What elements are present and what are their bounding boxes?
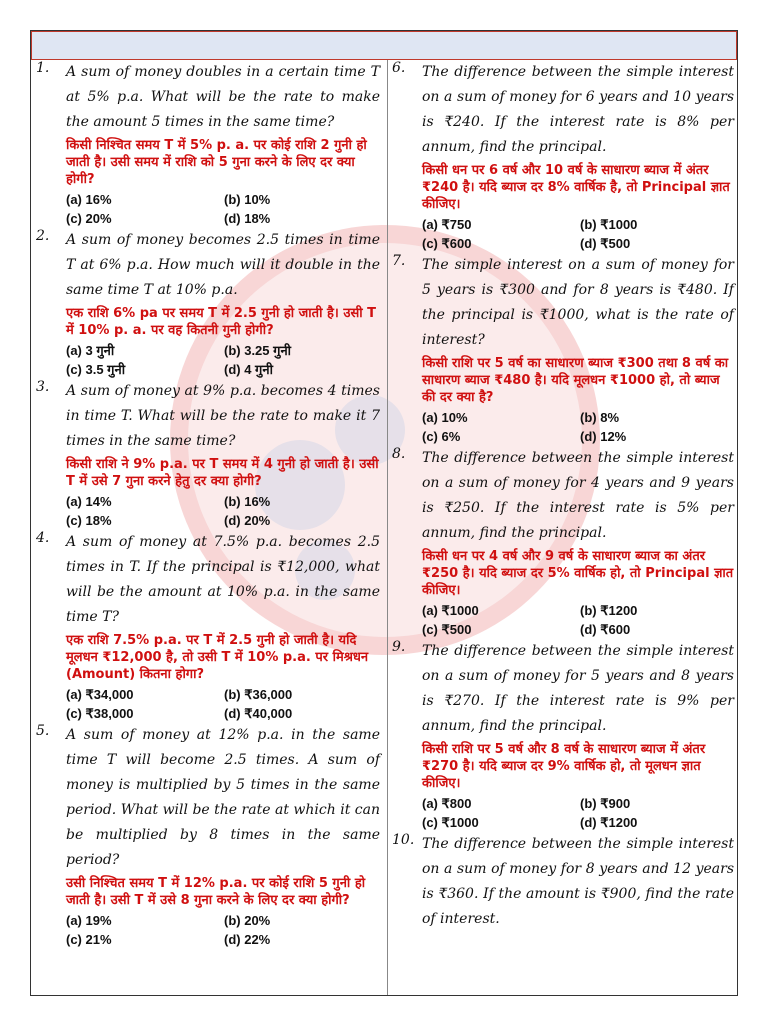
question-number: 4. [36,530,50,546]
question-text-english: The simple interest on a sum of money for 5 years is ₹300 and for 8 years is ₹480. If the principal is ₹1000, what is the rate of interest? [422,257,734,348]
options [66,492,380,530]
option-c: (c) 21% [66,932,112,947]
question-text-english: A sum of money at 9% p.a. becomes 4 times in time T. What will be the rate to make it 7 times in the same time? [66,383,380,449]
question-number: 8. [392,446,406,462]
option-d: (d) 4 गुनी [224,362,273,377]
question-6 [390,60,734,253]
option-a: (a) 19% [66,913,112,928]
option-d: (d) 20% [224,513,271,528]
option-c: (c) ₹600 [422,236,472,251]
option-b: (b) 10% [224,192,271,207]
option-d: (d) ₹600 [580,622,631,637]
question-number: 6. [392,60,406,76]
option-c: (c) 20% [66,211,112,226]
question-number: 1. [36,60,50,76]
option-b: (b) ₹36,000 [224,687,293,702]
question-text-english: A sum of money becomes 2.5 times in time T at 6% p.a. How much will it double in the same time T at 10% p.a. [66,232,380,298]
option-b: (b) ₹900 [580,796,631,811]
question-9 [390,639,734,832]
option-c: (c) ₹500 [422,622,472,637]
question-text-english: The difference between the simple interest on a sum of money for 5 years and 8 years is ₹270. If the interest rate is 9% per annum, find the principal. [422,643,734,734]
option-b: (b) ₹1200 [580,603,638,618]
question-2 [34,228,380,379]
question-text-english: The difference between the simple interest on a sum of money for 6 years and 10 years is ₹240. If the interest rate is 8% per annum, find the principal. [422,64,734,155]
question-text-english: A sum of money doubles in a certain time T at 5% p.a. What will be the rate to make the amount 5 times in the same time? [66,64,380,130]
question-text-hindi: किसी राशि ने 9% p.a. पर T समय में 4 गुनी हो जाती है। उसी T में उसे 7 गुना करने हेतु दर क्या होगी? [66,457,379,489]
option-c: (c) 3.5 गुनी [66,362,126,377]
option-a: (a) ₹750 [422,217,472,232]
option-c: (c) ₹38,000 [66,706,134,721]
option-d: (d) ₹500 [580,236,631,251]
question-text-hindi: एक राशि 6% pa पर समय T में 2.5 गुनी हो जाती है। उसी T में 10% p. a. पर वह कितनी गुनी होगी? [66,306,376,338]
question-text-hindi: किसी धन पर 6 वर्ष और 10 वर्ष के साधारण ब्याज में अंतर ₹240 है। यदि ब्याज दर 8% वार्षिक है, तो Principal ज्ञात कीजिए। [422,163,730,212]
option-a: (a) ₹1000 [422,603,479,618]
question-text-english: The difference between the simple interest on a sum of money for 8 years and 12 years is ₹360. If the amount is ₹900, find the rate of interest. [422,836,734,927]
question-8 [390,446,734,639]
left-column [34,60,380,949]
options [422,601,734,639]
question-text-hindi: किसी राशि पर 5 वर्ष और 8 वर्ष के साधारण ब्याज में अंतर ₹270 है। यदि ब्याज दर 9% वार्षिक हो, तो मूलधन ज्ञात कीजिए। [422,742,706,791]
question-text-hindi: उसी निश्चित समय T में 12% p.a. पर कोई राशि 5 गुनी हो जाती है। उसी T में उसे 8 गुना करने के लिए दर क्या होगी? [66,876,366,908]
question-number: 7. [392,253,406,269]
column-divider [387,60,388,995]
options [422,215,734,253]
question-7 [390,253,734,446]
option-b: (b) 3.25 गुनी [224,343,292,358]
question-text-english: A sum of money at 12% p.a. in the same time T will become 2.5 times. A sum of money is multiplied by 5 times in the same period. What will be the rate at which it can be multiplied by 8 times in the same period? [66,727,380,868]
options [66,911,380,949]
question-number: 10. [392,832,415,848]
option-c: (c) 18% [66,513,112,528]
question-4 [34,530,380,723]
question-text-hindi: एक राशि 7.5% p.a. पर T में 2.5 गुनी हो जाती है। यदि मूलधन ₹12,000 है, तो उसी T में 10% p.a. पर मिश्रधन (Amount) कितना होगा? [66,633,369,682]
option-d: (d) 12% [580,429,627,444]
options [422,794,734,832]
option-a: (a) 10% [422,410,468,425]
option-b: (b) 16% [224,494,271,509]
option-c: (c) ₹1000 [422,815,479,830]
question-text-english: A sum of money at 7.5% p.a. becomes 2.5 times in T. If the principal is ₹12,000, what will be the amount at 10% p.a. in the same time T? [66,534,380,625]
option-a: (a) ₹34,000 [66,687,134,702]
option-a: (a) ₹800 [422,796,472,811]
question-number: 9. [392,639,406,655]
option-b: (b) 20% [224,913,271,928]
question-text-hindi: किसी राशि पर 5 वर्ष का साधारण ब्याज ₹300 तथा 8 वर्ष का साधारण ब्याज ₹480 है। यदि मूलधन ₹1000 हो, तो ब्याज की दर क्या है? [422,356,729,405]
options [422,408,734,446]
option-b: (b) 8% [580,410,619,425]
option-a: (a) 16% [66,192,112,207]
option-a: (a) 3 गुनी [66,343,115,358]
question-5 [34,723,380,949]
question-1 [34,60,380,228]
question-text-hindi: किसी निश्चित समय T में 5% p. a. पर कोई राशि 2 गुनी हो जाती है। उसी समय में राशि को 5 गुना करने के लिए दर क्या होगी? [66,138,367,187]
options [66,685,380,723]
question-text-english: The difference between the simple interest on a sum of money for 4 years and 9 years is ₹250. If the interest rate is 5% per annum, find the principal. [422,450,734,541]
option-a: (a) 14% [66,494,112,509]
header-bar [31,31,737,60]
option-d: (d) 18% [224,211,271,226]
question-3 [34,379,380,530]
options [66,190,380,228]
question-number: 5. [36,723,50,739]
option-c: (c) 6% [422,429,461,444]
option-d: (d) 22% [224,932,271,947]
right-column [390,60,734,932]
options [66,341,380,379]
question-text-hindi: किसी धन पर 4 वर्ष और 9 वर्ष के साधारण ब्याज का अंतर ₹250 है। यदि ब्याज दर 5% वार्षिक हो, तो Principal ज्ञात कीजिए। [422,549,734,598]
option-d: (d) ₹1200 [580,815,638,830]
question-10 [390,832,734,932]
option-b: (b) ₹1000 [580,217,638,232]
option-d: (d) ₹40,000 [224,706,293,721]
question-number: 2. [36,228,50,244]
question-number: 3. [36,379,50,395]
